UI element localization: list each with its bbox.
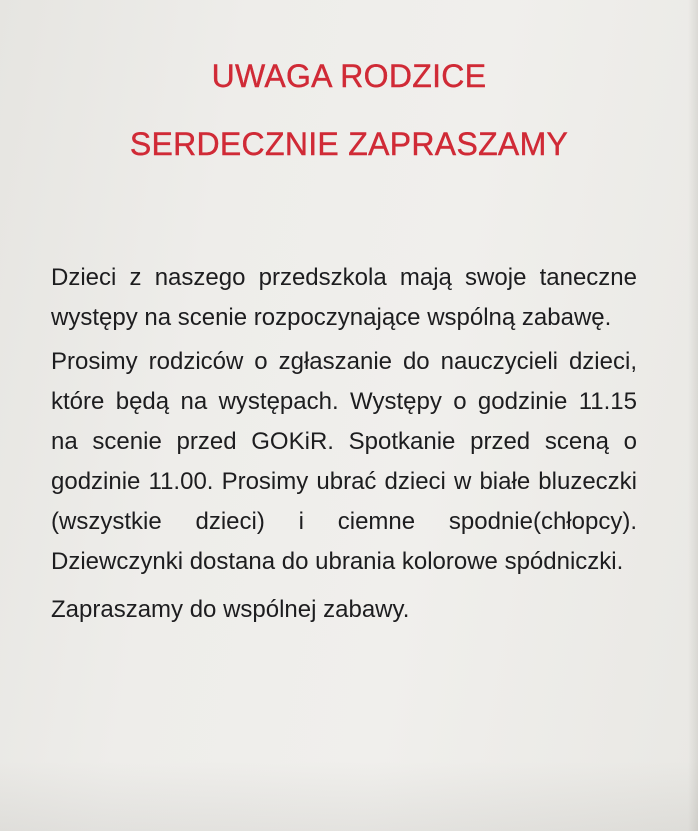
notice-body bbox=[51, 258, 637, 630]
paragraph-intro: Dzieci z naszego przedszkola mają swoje taneczne występy na scenie rozpoczynające wspólną zabawę. bbox=[51, 264, 637, 331]
heading-line-2: SERDECZNIE ZAPRASZAMY bbox=[129, 126, 569, 162]
paragraph-instructions: Prosimy rodziców o zgłaszanie do nauczycieli dzieci, które będą na występach. Występy o godzinie 11.15 na scenie przed GOKiR. Spotkanie przed sceną o godzinie 11.00. Prosimy ubrać dzieci w białe bluzeczki (wszystkie dzieci) i ciemne spodnie(chłopcy). Dziewczynki dostana do ubrania kolorowe spódniczki. bbox=[51, 348, 637, 575]
heading-line-1: UWAGA RODZICE bbox=[211, 58, 487, 94]
right-edge-shadow bbox=[688, 0, 698, 831]
paragraph-invitation: Zapraszamy do wspólnej zabawy. bbox=[51, 596, 410, 623]
lower-shadow bbox=[0, 761, 698, 831]
